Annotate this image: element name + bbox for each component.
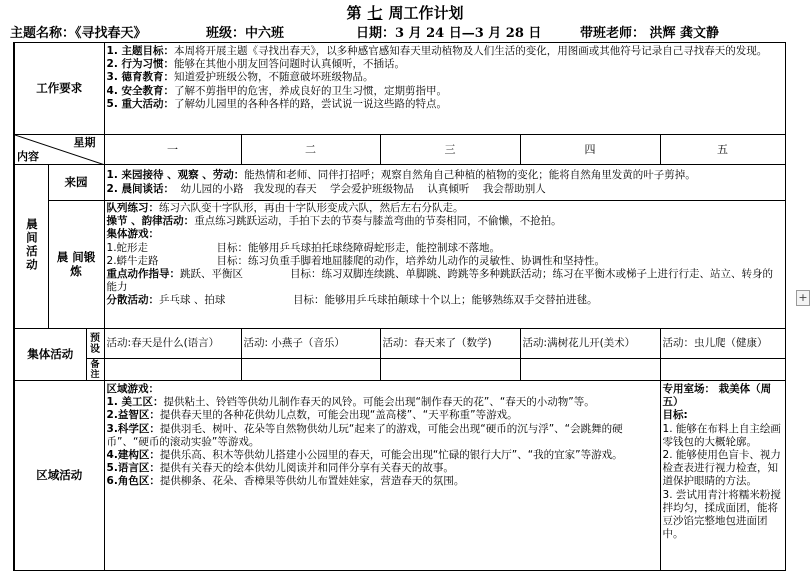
area-game-head: 区域游戏： [106, 383, 160, 395]
area-content [104, 381, 660, 571]
work-content [104, 43, 785, 135]
work-item: 1. 主题目标：本周将开展主题《寻找出春天》，以多种感官感知春天里动植物及人们生活的变化，用图画或其他符号记录自己寻找春天的发现。 [106, 45, 768, 57]
special-item: 2. 能够使用色盲卡、视力检查表进行视力检查，知道保护眼睛的方法。 [662, 449, 781, 488]
arrival-label: 来园 [48, 165, 104, 201]
note-wednesday [380, 359, 520, 381]
plan-thursday: 活动:满树花儿开(美术） [520, 329, 660, 359]
formation-line: 队列练习：练习六队变十字队形，再由十字队形变成六队，然后左右分队走。 [106, 202, 464, 214]
plan-friday: 活动：虫儿爬（健康） [660, 329, 785, 359]
work-item: 4. 安全教育：了解不剪指甲的危害，养成良好的卫生习惯，定期剪指甲。 [106, 84, 447, 97]
note-thursday [520, 359, 660, 381]
morning-talk-line: 2. 晨间谈话： 幼儿园的小路 我发现的春天 学会爱护班级物品 认真倾听 我会帮助别人 [106, 182, 546, 195]
title-prefix: 第 [346, 4, 362, 22]
day-thursday: 四 [520, 135, 660, 165]
theme-name: 主题名称：《寻找春天》 [10, 26, 147, 41]
day-monday: 一 [104, 135, 241, 165]
area-item: 1. 美工区：提供粘土、铃铛等供幼儿制作春天的风铃。可能会出现“制作春天的花”、“春天的小动物”等。 [106, 396, 595, 409]
group-activity-label: 集体活动 [14, 329, 86, 381]
area-item: 3.科学区：提供羽毛、树叶、花朵等自然物供幼儿玩“起来了的游戏，可能会出现“硬币的沉与浮”、“会跳舞的硬币”、“硬币的滚动实验”等游戏。 [106, 422, 623, 448]
plan-table [13, 42, 786, 571]
add-row-button[interactable]: + [796, 290, 810, 306]
week-corner-cell [14, 135, 104, 165]
plan-header [10, 22, 800, 40]
note-friday [660, 359, 785, 381]
key-action-line: 重点动作指导：跳跃、平衡区 目标：练习双脚连续跳、单脚跳、跨跳等多种跳跃活动；练习在平衡木或梯子上进行行走、站立、转身的能力 [106, 268, 774, 294]
class-name: 班级：中六班 [206, 26, 285, 41]
day-tuesday: 二 [241, 135, 380, 165]
corner-content: 内容 [17, 149, 39, 163]
split-activity-line: 分散活动：乒乓球 、拍球 目标：能够用乒乓球拍颠球十个以上；能够熟练双手交替拍进毬。 [106, 294, 598, 307]
special-room-head: 专用室场： 栽美体（周五） [662, 383, 772, 409]
work-label: 工作要求 [14, 43, 104, 135]
note-label: 备注 [86, 359, 104, 381]
arrival-line: 1. 来园接待 、观察 、劳动：能热情和老师、同伴打招呼；观察自然角自己种植的植物的变化；能将自然角里发黄的叶子剪掉。 [106, 169, 696, 182]
special-target-head: 目标: [662, 409, 688, 422]
area-item: 6.角色区：提供柳条、花朵、香樟果等供幼儿布置娃娃家，营造春天的氛围。 [106, 475, 465, 488]
area-activity-label: 区域活动 [14, 381, 104, 571]
corner-weekday: 星期 [73, 136, 96, 149]
special-item: 3. 尝试用青汁将糯米粉搅拌均匀，揉成面团，能将豆沙馅完整地包进面团中。 [662, 488, 781, 541]
plan-wednesday: 活动：春天来了（数学) [380, 329, 520, 359]
day-wednesday: 三 [380, 135, 520, 165]
title-suffix: 周工作计划 [388, 4, 464, 22]
rhythm-line: 操节 、韵律活动：重点练习跳跃运动，手拍下去的节奏与膝盖弯曲的节奏相同，不偷懒，不抢拍。 [106, 215, 562, 228]
area-item: 5.语言区：提供有关春天的绘本供幼儿阅读并和同伴分享有关春天的故事。 [106, 462, 454, 475]
area-item: 2.益智区：提供春天里的各种花供幼儿点数，可能会出现“盖高楼”、“天平称重”等游戏。 [106, 409, 518, 422]
morning-label: 晨间活动 [14, 165, 48, 329]
special-item: 1. 能够在布料上自主绘画零钱包的大概轮廓。 [662, 422, 781, 448]
exercise-label: 晨 间锻炼 [48, 201, 104, 329]
work-item: 5. 重大活动：了解幼儿园里的各种各样的路，尝试说一说这些路的特点。 [106, 97, 447, 110]
work-item: 3. 德育教育：知道爱护班级公物，不随意破坏班级物品。 [106, 71, 374, 84]
note-monday [104, 359, 241, 381]
group-game-head: 集体游戏： [106, 228, 160, 241]
teacher-names: 带班老师： 洪辉 龚文静 [580, 26, 720, 41]
day-friday: 五 [660, 135, 785, 165]
page-title [0, 2, 810, 23]
date-range: 日期：3 月 24 日—3 月 28 日 [356, 26, 542, 41]
work-item: 2. 行为习惯：能够在其他小朋友回答问题时认真倾听，不插话。 [106, 58, 405, 71]
area-item: 4.建构区：提供乐高、积木等供幼儿搭建小公园里的春天，可能会出现“忙碌的银行大厅”、“我的宜家”等游戏。 [106, 449, 623, 462]
plan-monday: 活动:春天是什么(语言） [104, 329, 241, 359]
plan-tuesday: 活动: 小燕子（音乐） [241, 329, 380, 359]
game-line: 1.蛇形走 目标：能够用乒乓球拍托球绕障碍蛇形走，能控制球不落地。 [106, 241, 501, 254]
week-number: 七 [367, 4, 383, 22]
note-tuesday [241, 359, 380, 381]
game-line: 2.蟒牛走路 目标：练习负重手脚着地屈膝爬的动作，培养幼儿动作的灵敏性、协调性和坚持性。 [106, 254, 606, 267]
arrival-content [104, 165, 785, 201]
exercise-content [104, 201, 785, 329]
special-room-content [660, 381, 785, 571]
plan-label: 预设 [86, 329, 104, 359]
